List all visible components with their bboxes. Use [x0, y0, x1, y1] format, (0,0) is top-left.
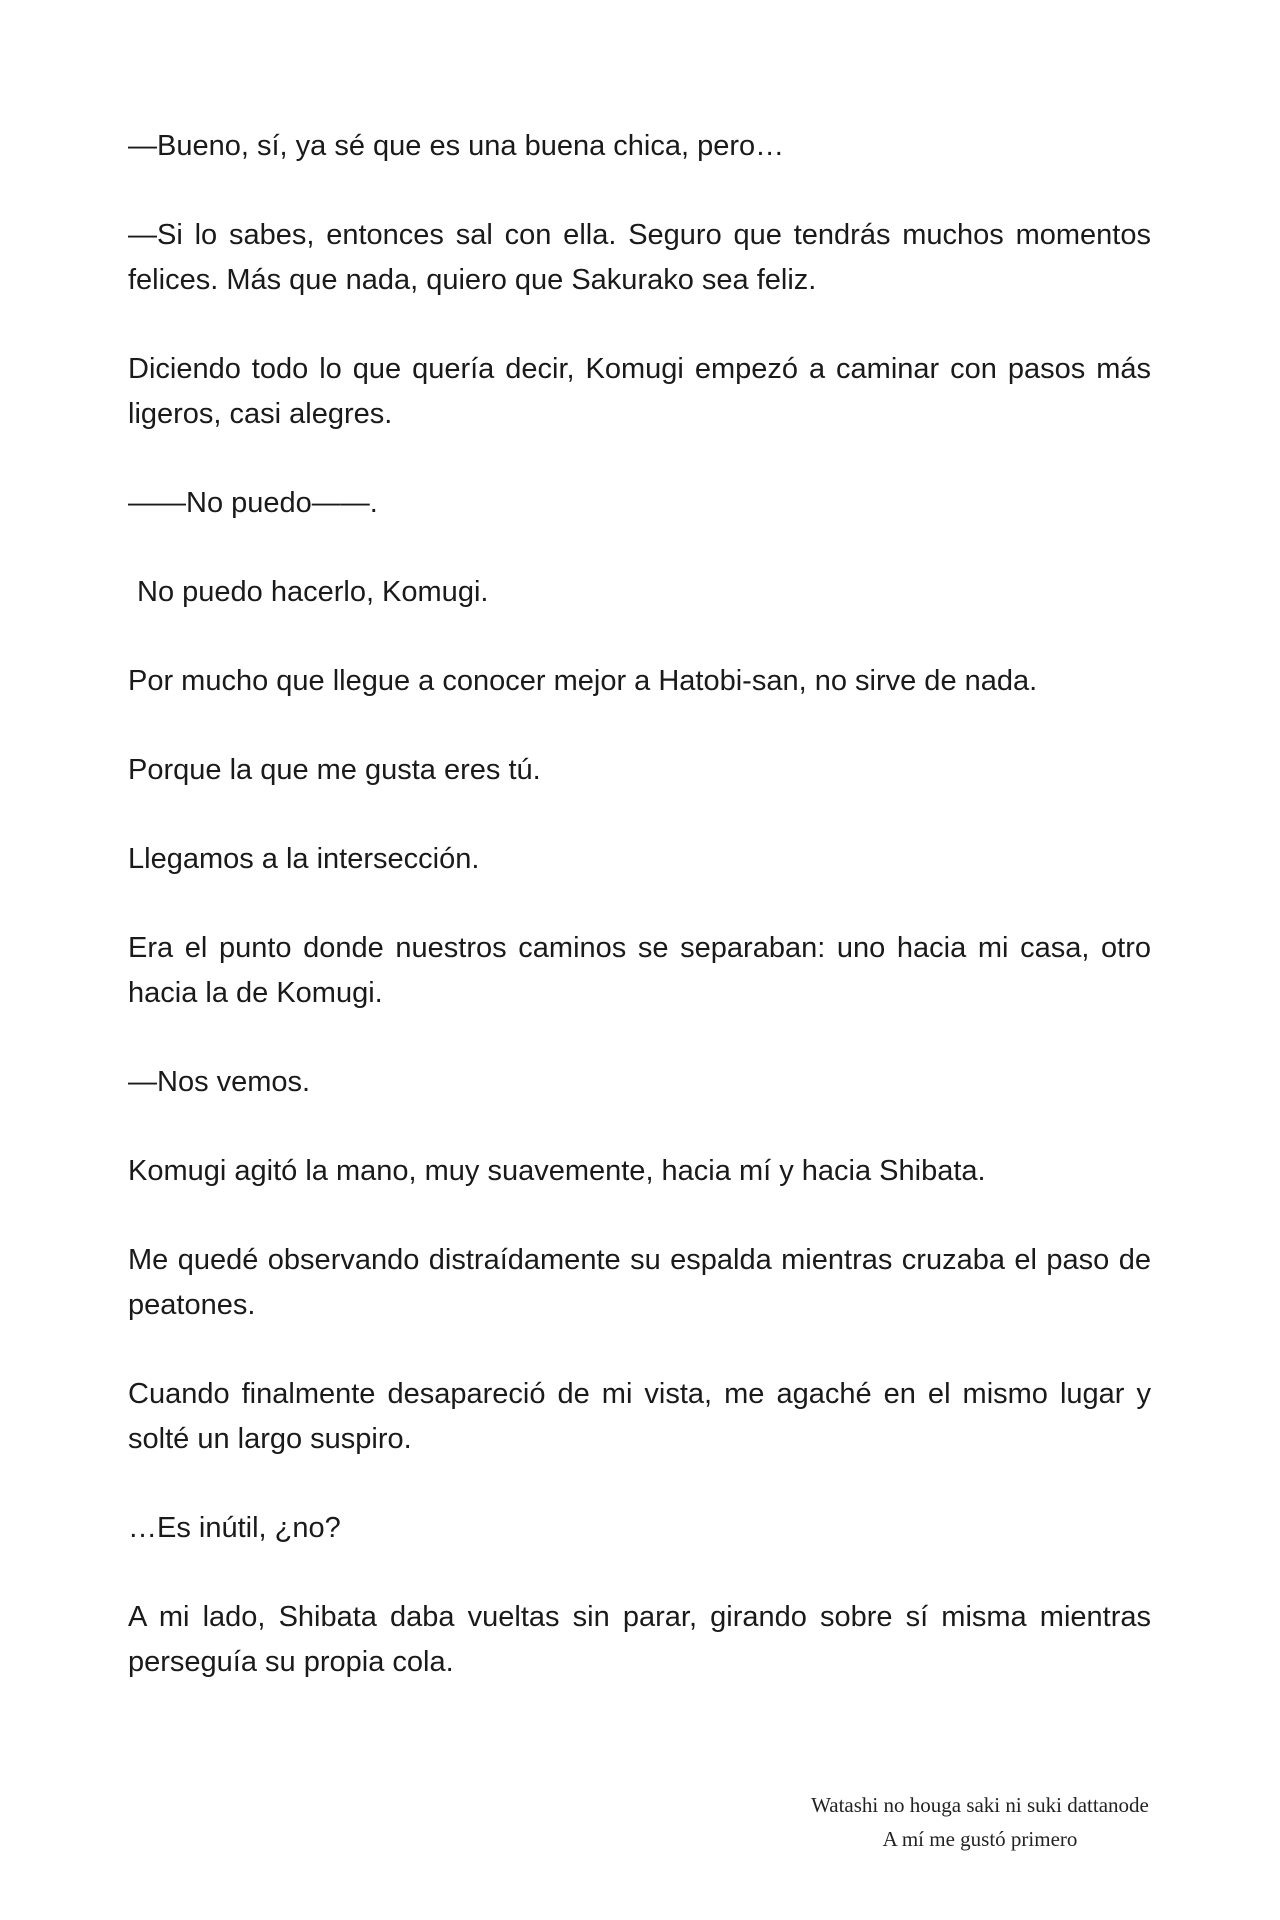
page-footer [740, 1788, 1220, 1856]
paragraph: Llegamos a la intersección. [128, 843, 480, 875]
paragraph: Era el punto donde nuestros caminos se separaban: uno hacia mi casa, otro hacia la de Komugi. [128, 932, 1151, 1009]
paragraph-dialogue: —Bueno, sí, ya sé que es una buena chica, pero… [128, 130, 785, 162]
paragraph: No puedo hacerlo, Komugi. [137, 576, 489, 608]
footer-title-romaji: Watashi no houga saki ni suki dattanode [811, 1793, 1149, 1817]
paragraph: Diciendo todo lo que quería decir, Komugi empezó a caminar con pasos más ligeros, casi alegres. [128, 353, 1151, 430]
paragraph-dialogue: —Nos vemos. [128, 1066, 311, 1098]
paragraph: Cuando finalmente desapareció de mi vista, me agaché en el mismo lugar y solté un largo suspiro. [128, 1378, 1151, 1455]
paragraph: A mi lado, Shibata daba vueltas sin parar, girando sobre sí misma mientras perseguía su propia cola. [128, 1601, 1151, 1678]
paragraph: Komugi agitó la mano, muy suavemente, hacia mí y hacia Shibata. [128, 1155, 986, 1187]
paragraph: Me quedé observando distraídamente su espalda mientras cruzaba el paso de peatones. [128, 1244, 1151, 1321]
paragraph: …Es inútil, ¿no? [128, 1512, 341, 1544]
footer-title-spanish: A mí me gustó primero [882, 1827, 1078, 1851]
document-body [128, 124, 1151, 1729]
paragraph-dialogue: ——No puedo——. [128, 487, 378, 519]
paragraph-dialogue: —Si lo sabes, entonces sal con ella. Seguro que tendrás muchos momentos felices. Más que nada, quiero que Sakurako sea feliz. [128, 219, 1151, 296]
paragraph: Por mucho que llegue a conocer mejor a Hatobi-san, no sirve de nada. [128, 665, 1038, 697]
paragraph: Porque la que me gusta eres tú. [128, 754, 541, 786]
